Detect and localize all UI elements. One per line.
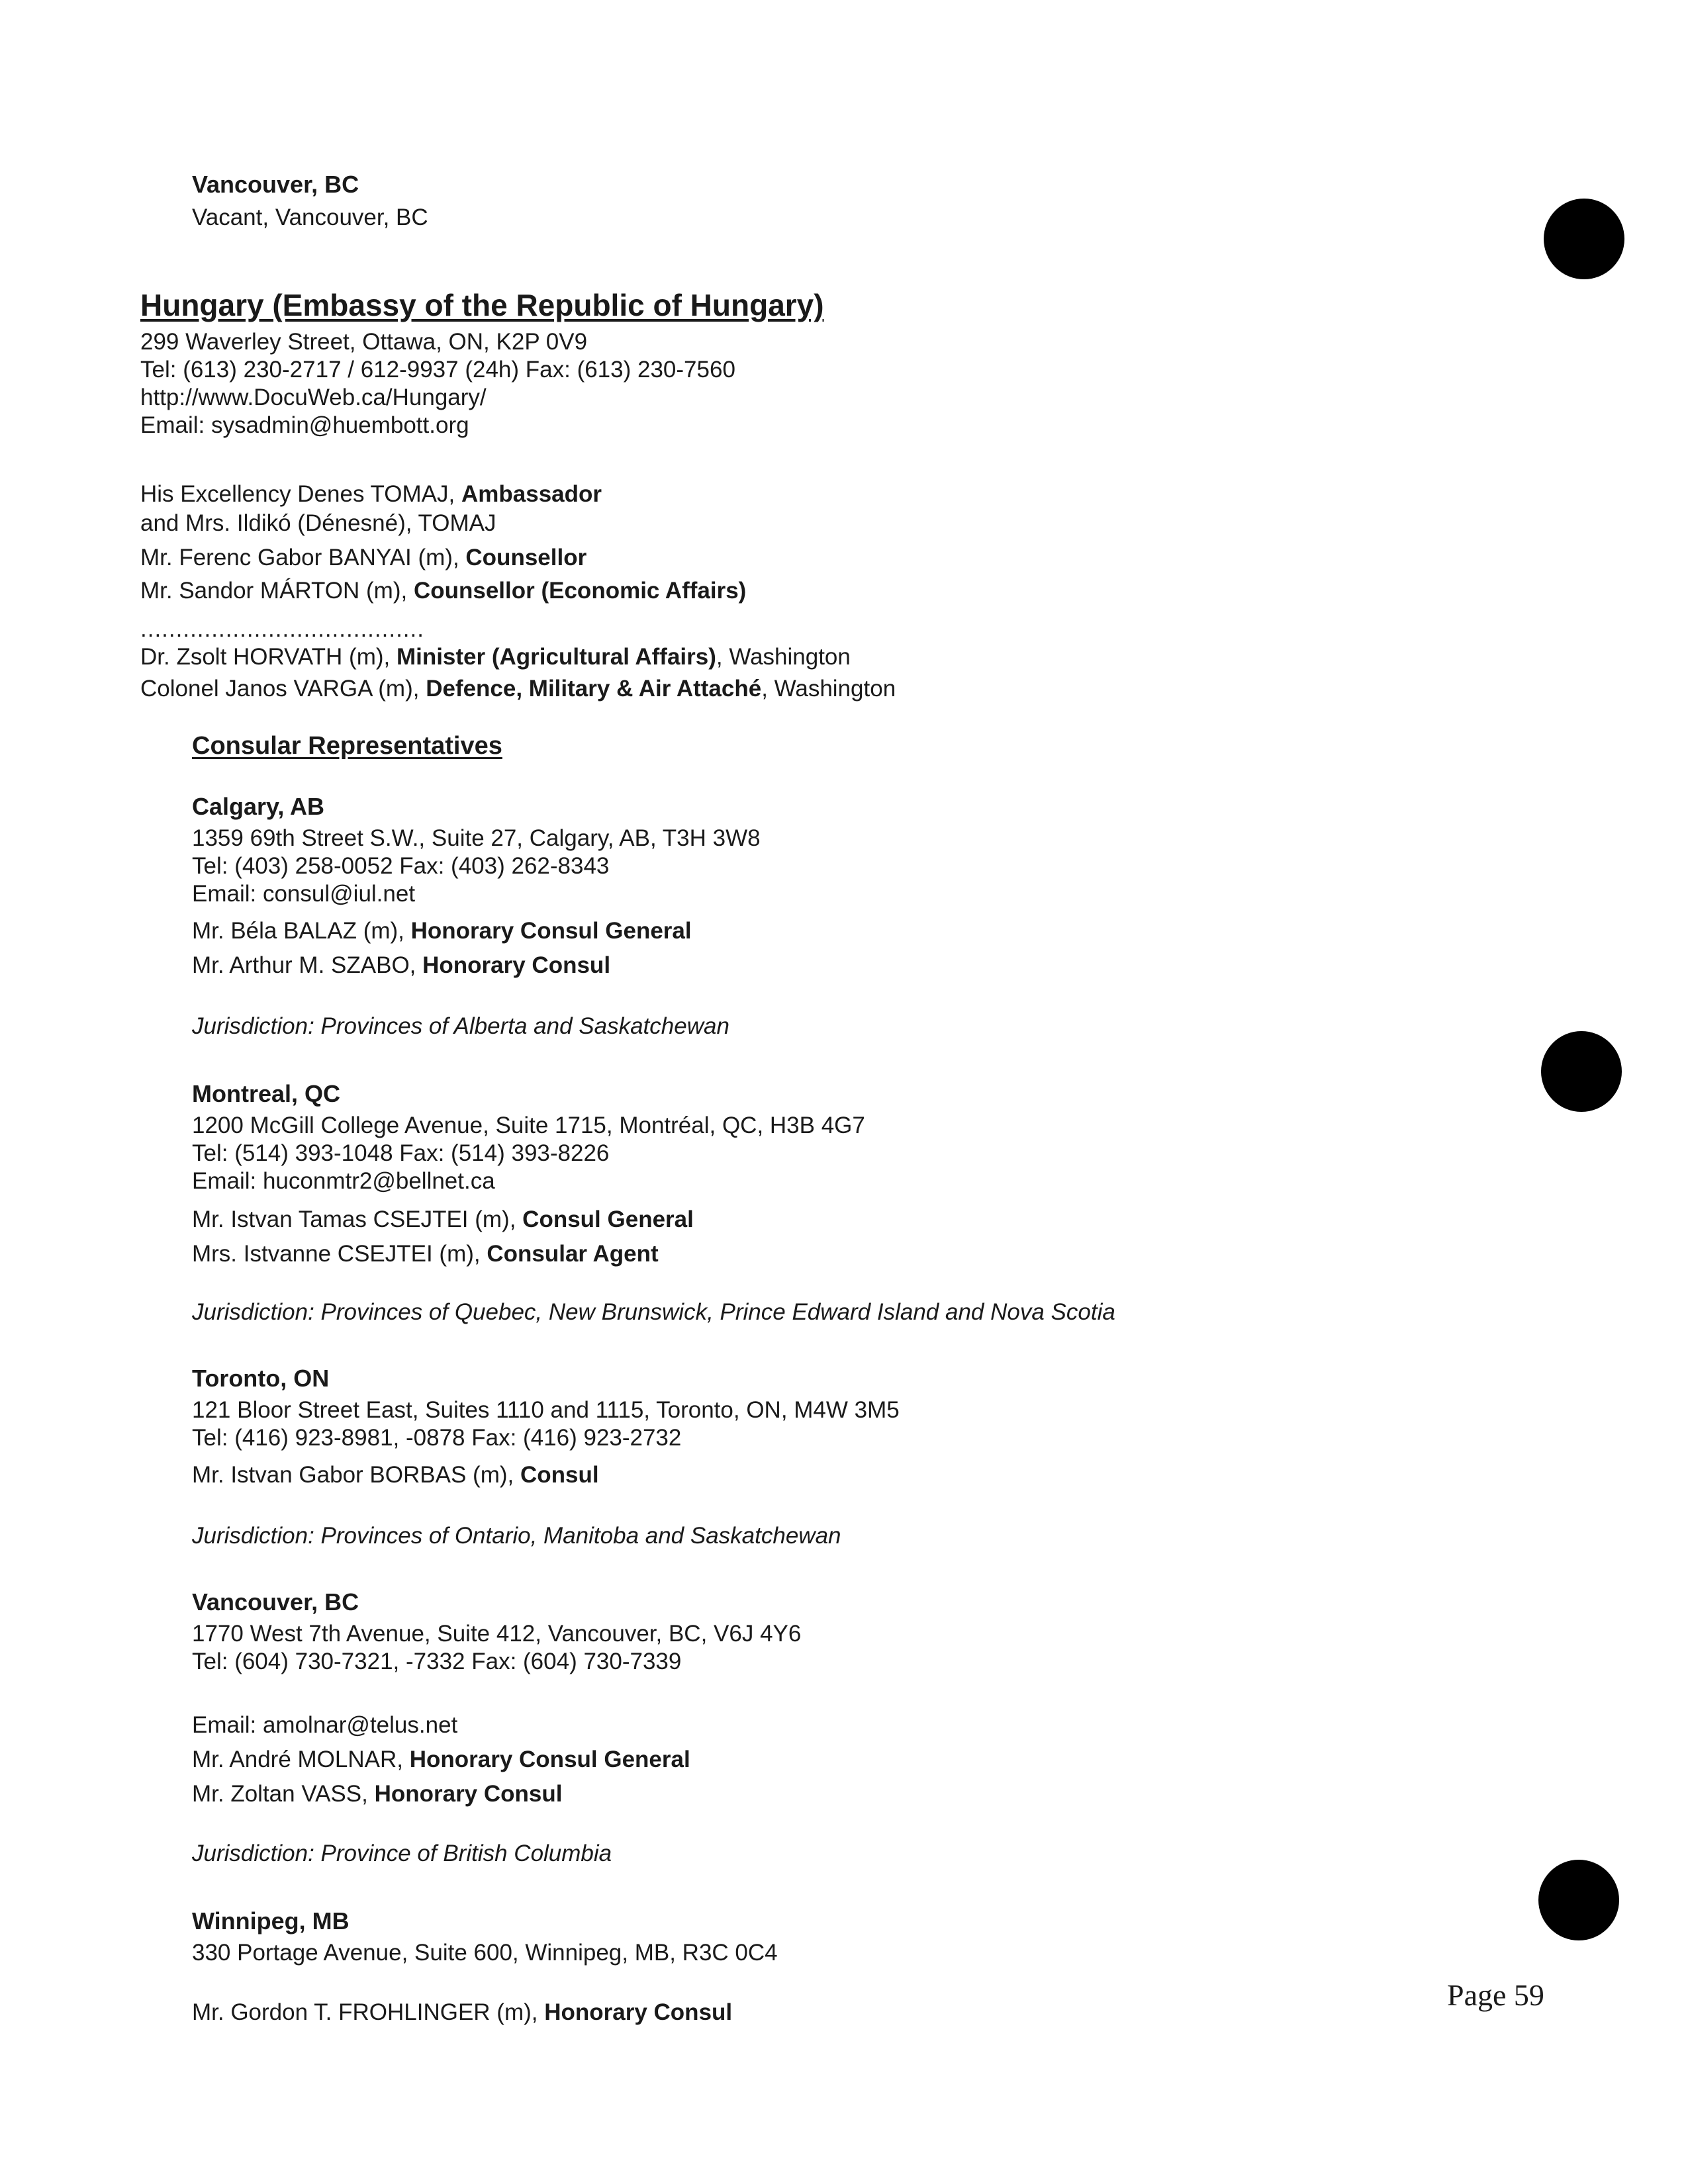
embassy-email[interactable]: Email: sysadmin@huembott.org	[140, 412, 469, 438]
punch-hole	[1541, 1031, 1622, 1112]
staff-title: Counsellor	[465, 545, 587, 570]
vancouver-address: 1770 West 7th Avenue, Suite 412, Vancouver, BC, V6J 4Y6	[192, 1621, 802, 1647]
consul-name: Mr. Istvan Gabor BORBAS (m),	[192, 1462, 520, 1488]
embassy-tel: Tel: (613) 230-2717 / 612-9937 (24h) Fax: (613) 230-7560	[140, 357, 735, 383]
consul-title: Honorary Consul General	[410, 918, 692, 944]
top-city-heading: Vancouver, BC	[192, 171, 359, 198]
staff-location: , Washington	[716, 644, 851, 670]
calgary-email[interactable]: Email: consul@iul.net	[192, 881, 416, 907]
consul-title: Honorary Consul	[374, 1781, 563, 1807]
staff-title: Minister (Agricultural Affairs)	[396, 644, 716, 670]
staff-name: and Mrs. Ildikó (Dénesné), TOMAJ	[140, 510, 496, 536]
staff-name: Mr. Ferenc Gabor BANYAI (m),	[140, 545, 466, 570]
consul-title: Honorary Consul	[422, 952, 611, 978]
montreal-address: 1200 McGill College Avenue, Suite 1715, Montréal, QC, H3B 4G7	[192, 1113, 865, 1138]
punch-hole	[1538, 1860, 1619, 1940]
staff-line	[140, 510, 496, 537]
washington-line	[140, 675, 896, 703]
top-city-text: Vacant, Vancouver, BC	[192, 205, 428, 230]
consul-line	[192, 1240, 659, 1268]
staff-name: Dr. Zsolt HORVATH (m),	[140, 644, 397, 670]
consul-title: Consular Agent	[487, 1241, 659, 1267]
consul-name: Mr. Zoltan VASS,	[192, 1781, 375, 1807]
staff-line	[140, 577, 746, 605]
vancouver-tel: Tel: (604) 730-7321, -7332 Fax: (604) 730-7339	[192, 1649, 682, 1674]
montreal-jurisdiction: Jurisdiction: Provinces of Quebec, New Brunswick, Prince Edward Island and Nova Scotia	[192, 1299, 1115, 1325]
toronto-heading: Toronto, ON	[192, 1365, 330, 1392]
consular-heading: Consular Representatives	[192, 732, 502, 760]
calgary-address: 1359 69th Street S.W., Suite 27, Calgary, AB, T3H 3W8	[192, 825, 761, 851]
staff-name: His Excellency Denes TOMAJ,	[140, 481, 461, 507]
calgary-heading: Calgary, AB	[192, 793, 325, 820]
consul-line	[192, 1780, 562, 1808]
calgary-tel: Tel: (403) 258-0052 Fax: (403) 262-8343	[192, 853, 610, 879]
vancouver-email[interactable]: Email: amolnar@telus.net	[192, 1712, 458, 1738]
separator-dots: ........................................	[140, 616, 424, 642]
calgary-jurisdiction: Jurisdiction: Provinces of Alberta and Saskatchewan	[192, 1013, 729, 1039]
staff-line	[140, 480, 602, 508]
consul-name: Mr. Istvan Tamas CSEJTEI (m),	[192, 1206, 523, 1232]
staff-title: Ambassador	[461, 481, 602, 507]
consul-name: Mr. André MOLNAR,	[192, 1747, 410, 1772]
consul-name: Mrs. Istvanne CSEJTEI (m),	[192, 1241, 487, 1267]
toronto-address: 121 Bloor Street East, Suites 1110 and 1115, Toronto, ON, M4W 3M5	[192, 1397, 900, 1423]
staff-name: Colonel Janos VARGA (m),	[140, 676, 426, 702]
winnipeg-heading: Winnipeg, MB	[192, 1907, 350, 1934]
staff-location: , Washington	[761, 676, 896, 702]
consul-title: Honorary Consul General	[409, 1747, 690, 1772]
consul-name: Mr. Béla BALAZ (m),	[192, 918, 411, 944]
washington-line	[140, 643, 851, 671]
toronto-jurisdiction: Jurisdiction: Provinces of Ontario, Manitoba and Saskatchewan	[192, 1523, 841, 1549]
vancouver-heading: Vancouver, BC	[192, 1588, 359, 1615]
embassy-title: Hungary (Embassy of the Republic of Hungary)	[140, 288, 824, 322]
consul-line	[192, 1206, 694, 1234]
consul-line	[192, 917, 692, 945]
embassy-web-link[interactable]: http://www.DocuWeb.ca/Hungary/	[140, 385, 487, 410]
embassy-address: 299 Waverley Street, Ottawa, ON, K2P 0V9	[140, 329, 588, 355]
montreal-email[interactable]: Email: huconmtr2@bellnet.ca	[192, 1168, 495, 1194]
consul-line	[192, 1461, 599, 1489]
consul-line	[192, 952, 610, 979]
toronto-tel: Tel: (416) 923-8981, -0878 Fax: (416) 923-2732	[192, 1425, 682, 1451]
staff-title: Defence, Military & Air Attaché	[426, 676, 762, 702]
montreal-tel: Tel: (514) 393-1048 Fax: (514) 393-8226	[192, 1140, 610, 1166]
page-number: Page 59	[1447, 1978, 1544, 2012]
winnipeg-address: 330 Portage Avenue, Suite 600, Winnipeg, MB, R3C 0C4	[192, 1940, 778, 1966]
montreal-heading: Montreal, QC	[192, 1080, 341, 1107]
consul-title: Consul General	[522, 1206, 694, 1232]
staff-title: Counsellor (Economic Affairs)	[413, 578, 747, 604]
consul-title: Honorary Consul	[544, 1999, 733, 2025]
punch-hole	[1544, 199, 1624, 279]
consul-line	[192, 1999, 732, 2026]
consul-line	[192, 1746, 690, 1774]
consul-name: Mr. Arthur M. SZABO,	[192, 952, 423, 978]
staff-line	[140, 544, 586, 572]
staff-name: Mr. Sandor MÁRTON (m),	[140, 578, 414, 604]
vancouver-jurisdiction: Jurisdiction: Province of British Columbia	[192, 1841, 612, 1866]
consul-title: Consul	[520, 1462, 599, 1488]
consul-name: Mr. Gordon T. FROHLINGER (m),	[192, 1999, 545, 2025]
